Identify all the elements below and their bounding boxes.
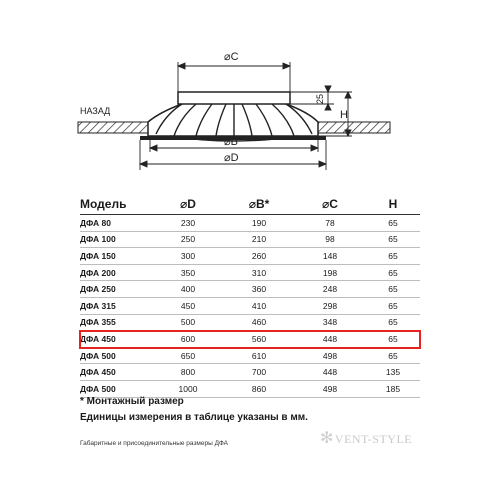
model-cell: ДФА 250 (80, 284, 116, 295)
value-cell: 65 (388, 267, 398, 278)
table-body (80, 215, 420, 398)
value-cell: 148 (322, 250, 338, 261)
value-cell: 460 (251, 317, 267, 328)
value-cell: 560 (251, 333, 267, 344)
notes (80, 396, 308, 428)
value-cell: 260 (251, 250, 267, 261)
value-cell: 248 (322, 284, 338, 295)
value-cell: 498 (322, 383, 338, 394)
model-cell: ДФА 450 (80, 367, 116, 378)
model-cell: ДФА 450 (80, 333, 116, 344)
dim-h-label: H (340, 109, 348, 121)
value-cell: 65 (388, 284, 398, 295)
mount-size-note: * Монтажный размер (80, 396, 184, 407)
value-cell: 860 (251, 383, 267, 394)
table-row (80, 315, 420, 332)
value-cell: 230 (180, 217, 196, 228)
value-cell: 348 (322, 317, 338, 328)
model-cell: ДФА 315 (80, 300, 116, 311)
dim-b-label: ⌀B (224, 136, 238, 148)
table-row (80, 281, 420, 298)
table-row (80, 215, 420, 232)
table-row (80, 364, 420, 381)
value-cell: 250 (180, 234, 196, 245)
value-cell: 600 (180, 333, 196, 344)
fan-logo-icon: ✻ (320, 430, 334, 447)
table-row (80, 298, 420, 315)
value-cell: 410 (251, 300, 267, 311)
value-cell: 400 (180, 284, 196, 295)
value-cell: 65 (388, 350, 398, 361)
dimensions-table (80, 194, 420, 398)
column-header: Модель (80, 197, 127, 211)
model-cell: ДФА 150 (80, 250, 116, 261)
value-cell: 185 (385, 383, 401, 394)
model-cell: ДФА 500 (80, 383, 116, 394)
dim-25-label: 25 (315, 93, 325, 104)
value-cell: 360 (251, 284, 267, 295)
value-cell: 1000 (178, 383, 198, 394)
watermark-text: VENT-STYLE (334, 432, 413, 446)
table-row-highlighted (80, 331, 420, 348)
dim-c-label: ⌀C (224, 51, 239, 63)
value-cell: 65 (388, 217, 398, 228)
value-cell: 310 (251, 267, 267, 278)
table-row (80, 232, 420, 249)
diffuser-neck (178, 92, 290, 104)
diffuser-drawing (0, 0, 500, 190)
value-cell: 98 (325, 234, 335, 245)
model-cell: ДФА 100 (80, 234, 116, 245)
value-cell: 198 (322, 267, 338, 278)
value-cell: 650 (180, 350, 196, 361)
model-cell: ДФА 355 (80, 317, 116, 328)
ceiling-left (78, 122, 148, 133)
watermark (320, 428, 412, 448)
dim-d-label: ⌀D (224, 152, 239, 164)
value-cell: 135 (385, 367, 401, 378)
value-cell: 500 (180, 317, 196, 328)
value-cell: 78 (325, 217, 335, 228)
column-header: ⌀C (322, 197, 338, 211)
value-cell: 65 (388, 333, 398, 344)
value-cell: 350 (180, 267, 196, 278)
table-header (80, 194, 420, 215)
column-header: H (388, 197, 398, 211)
value-cell: 610 (251, 350, 267, 361)
units-note: Единицы измерения в таблице указаны в мм. (80, 412, 308, 423)
value-cell: 700 (251, 367, 267, 378)
value-cell: 300 (180, 250, 196, 261)
value-cell: 65 (388, 234, 398, 245)
table-row (80, 248, 420, 265)
model-cell: ДФА 500 (80, 350, 116, 361)
value-cell: 298 (322, 300, 338, 311)
model-cell: ДФА 200 (80, 267, 116, 278)
value-cell: 65 (388, 317, 398, 328)
value-cell: 65 (388, 250, 398, 261)
column-header: ⌀B* (248, 197, 270, 211)
value-cell: 448 (322, 333, 338, 344)
table-row (80, 265, 420, 282)
figure-caption: Габаритные и присоединительные размеры ДФА (80, 440, 228, 447)
dimension-c (178, 62, 290, 92)
value-cell: 800 (180, 367, 196, 378)
value-cell: 210 (251, 234, 267, 245)
dimension-25 (290, 86, 334, 110)
value-cell: 498 (322, 350, 338, 361)
side-label: НАЗАД (80, 106, 111, 116)
table-row (80, 348, 420, 365)
ceiling-right (318, 122, 390, 133)
column-header: ⌀D (180, 197, 196, 211)
value-cell: 65 (388, 300, 398, 311)
model-cell: ДФА 80 (80, 217, 111, 228)
value-cell: 448 (322, 367, 338, 378)
value-cell: 450 (180, 300, 196, 311)
value-cell: 190 (251, 217, 267, 228)
